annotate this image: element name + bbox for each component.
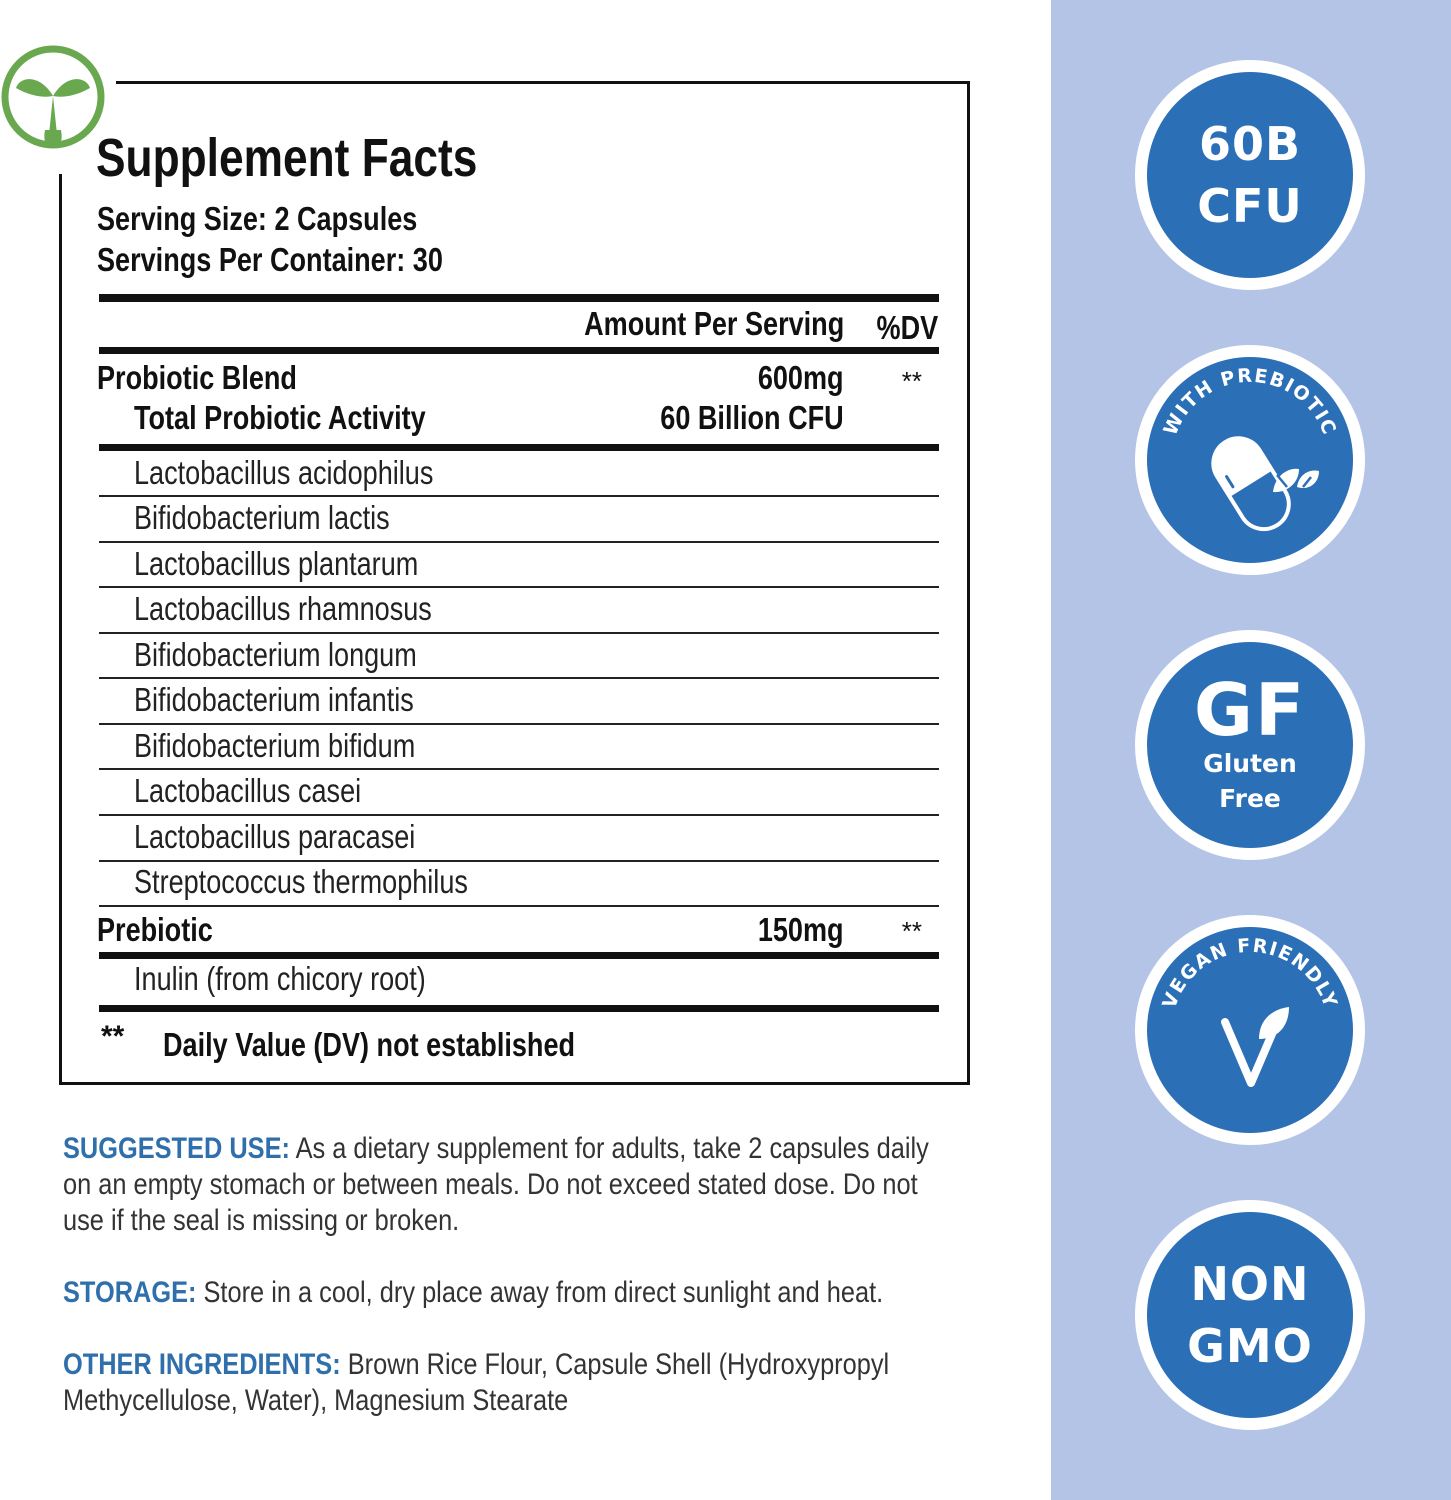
- facts-title: Supplement Facts: [96, 128, 478, 188]
- row-divider: [99, 814, 939, 816]
- suggested-use-line: on an empty stomach or between meals. Do not exceed stated dose. Do not: [63, 1168, 918, 1201]
- gluten-free-badge: [1135, 630, 1365, 860]
- suggested-use-label: SUGGESTED USE:: [63, 1132, 290, 1165]
- gluten-free-line1: Gluten: [1203, 749, 1297, 778]
- row-divider: [99, 677, 939, 679]
- prebiotic-dv: **: [901, 916, 922, 946]
- amount-per-serving-header: Amount Per Serving: [583, 305, 844, 342]
- prebiotic-badge: [1135, 345, 1365, 575]
- row-divider: [99, 632, 939, 634]
- vegan-arc-label: VEGAN FRIENDLY: [1158, 934, 1342, 1012]
- servings-per-container: Servings Per Container: 30: [97, 241, 443, 278]
- row-divider: [99, 768, 939, 770]
- footnote-mark: **: [101, 1020, 125, 1053]
- divider: [99, 1005, 939, 1012]
- row-divider: [99, 495, 939, 497]
- other-ingredients-line: Methycellulose, Water), Magnesium Stearate: [63, 1384, 569, 1417]
- storage-section: [63, 1275, 963, 1311]
- divider: [99, 444, 939, 451]
- vegan-leaf-icon: [1225, 1007, 1289, 1083]
- svg-text:WITH PREBIOTIC: [1159, 365, 1340, 439]
- non-gmo-badge: [1135, 1200, 1365, 1430]
- prebiotic-arc-text: [1147, 357, 1353, 563]
- strain-row: Bifidobacterium lactis: [134, 499, 390, 536]
- daily-value-header: %DV: [876, 309, 938, 346]
- non-gmo-line2: GMO: [1187, 1319, 1313, 1373]
- storage-label: STORAGE:: [63, 1276, 197, 1309]
- prebiotic-amount: 150mg: [758, 911, 844, 948]
- strain-row: Bifidobacterium bifidum: [134, 727, 416, 764]
- strain-row: Lactobacillus acidophilus: [134, 454, 434, 491]
- prebiotic-arc-label: WITH PREBIOTIC: [1159, 364, 1341, 439]
- suggested-use-section: [63, 1131, 963, 1239]
- other-ingredients-section: [63, 1347, 963, 1419]
- strain-row: Bifidobacterium longum: [134, 636, 417, 673]
- row-divider: [99, 586, 939, 588]
- gluten-free-big: GF: [1193, 668, 1307, 752]
- strain-row: Lactobacillus plantarum: [134, 545, 419, 582]
- total-activity-amount: 60 Billion CFU: [660, 399, 844, 436]
- storage-text: Store in a cool, dry place away from direct sunlight and heat.: [203, 1276, 884, 1309]
- suggested-use-line: As a dietary supplement for adults, take 2 capsules daily: [295, 1132, 929, 1165]
- gluten-free-line2: Free: [1219, 784, 1281, 813]
- row-divider: [99, 541, 939, 543]
- vegan-badge: [1135, 915, 1365, 1145]
- prebiotic-source: Inulin (from chicory root): [134, 960, 426, 997]
- other-ingredients-label: OTHER INGREDIENTS:: [63, 1348, 341, 1381]
- serving-size: Serving Size: 2 Capsules: [97, 200, 418, 237]
- vegan-arc-text: [1147, 927, 1353, 1133]
- row-divider: [99, 905, 939, 907]
- strain-row: Streptococcus thermophilus: [134, 863, 468, 900]
- probiotic-blend-amount: 600mg: [758, 359, 844, 396]
- cfu-badge-line1: 60B: [1198, 117, 1302, 171]
- non-gmo-line1: NON: [1190, 1257, 1310, 1311]
- total-activity-label: Total Probiotic Activity: [134, 399, 426, 436]
- capsule-leaf-icon: [1204, 429, 1319, 539]
- row-divider: [99, 723, 939, 725]
- prebiotic-name: Prebiotic: [97, 911, 213, 948]
- suggested-use-line: use if the seal is missing or broken.: [63, 1204, 460, 1237]
- strain-row: Lactobacillus paracasei: [134, 818, 416, 855]
- divider: [99, 952, 939, 959]
- footnote-text: Daily Value (DV) not established: [163, 1026, 576, 1063]
- strain-row: Lactobacillus casei: [134, 772, 362, 809]
- probiotic-blend-dv: **: [901, 366, 922, 396]
- divider: [99, 347, 939, 354]
- cfu-badge-line2: CFU: [1197, 179, 1303, 233]
- sprout-logo-icon: [0, 44, 106, 150]
- divider: [99, 294, 939, 302]
- strain-row: Bifidobacterium infantis: [134, 681, 414, 718]
- cfu-badge: [1135, 60, 1365, 290]
- other-ingredients-line: Brown Rice Flour, Capsule Shell (Hydroxypropyl: [347, 1348, 890, 1381]
- strain-row: Lactobacillus rhamnosus: [134, 590, 432, 627]
- svg-text:VEGAN FRIENDLY: [1158, 935, 1341, 1012]
- probiotic-blend-name: Probiotic Blend: [97, 359, 297, 396]
